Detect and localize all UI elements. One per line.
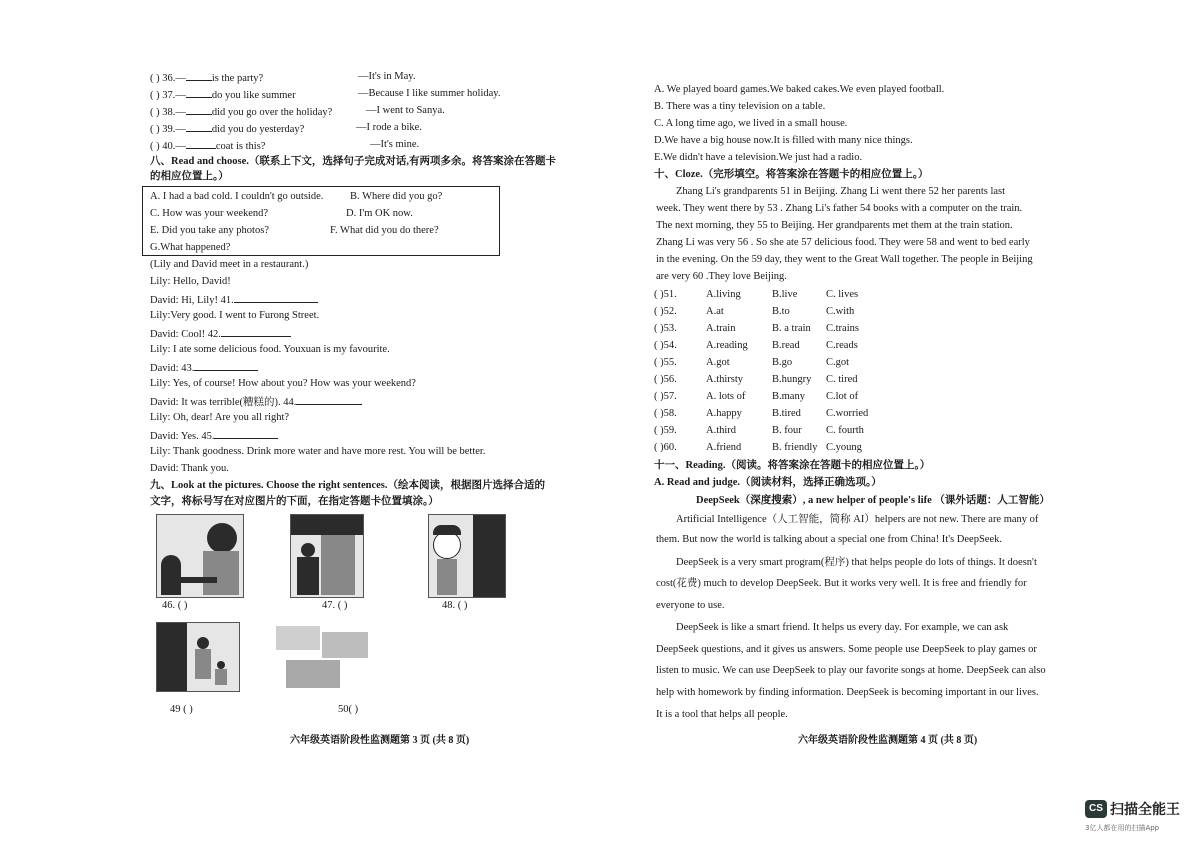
picture-50 — [272, 622, 372, 690]
section8-title-cont: 的相应位置上。） — [150, 171, 229, 182]
dialog-line: Lily:Very good. I went to Furong Street. — [150, 310, 320, 321]
cloze-line: The next morning, they 55 to Beijing. Her grandparents met them at the train station. — [656, 220, 1013, 231]
article-title: DeepSeek（深度搜索）, a new helper of people's life （课外话题：人工智能） — [696, 495, 1050, 506]
option-d-right: D.We have a big house now.It is filled with many nice things. — [654, 135, 913, 146]
option-d: D. I'm OK now. — [346, 208, 413, 219]
dialog-line: Lily: I ate some delicious food. Youxuan is my favourite. — [150, 344, 390, 355]
paragraph-line: DeepSeek is a very smart program(程序) that helps people do lots of things. It doesn't — [676, 557, 1037, 568]
section9-title-cont: 文字，将标号写在对应图片的下面，在指定答题卡位置填涂。） — [150, 496, 439, 507]
picture-46 — [156, 514, 244, 598]
option-b: B. Where did you go? — [350, 191, 443, 202]
section9-title: 九、Look at the pictures. Choose the right sentences.（绘本阅读，根据图片选择合适的 — [150, 480, 546, 491]
choice-row: ( )54. A.reading B.read C.reads — [654, 340, 858, 351]
choice-row: ( )53. A.train B. a train C.trains — [654, 323, 859, 334]
option-e: E. Did you take any photos? — [150, 225, 269, 236]
option-g: G.What happened? — [150, 242, 231, 253]
paragraph-line: DeepSeek questions, and it gives us answers. Some people use DeepSeek to play games or — [656, 644, 1037, 655]
paragraph-line: them. But now the world is talking about a special one from China! It's DeepSeek. — [656, 534, 1002, 545]
picture-49-label: 49 ( ) — [170, 704, 193, 715]
question-37: ( ) 37.— do you like summer —Because I like summer holiday. — [150, 88, 501, 101]
picture-48-label: 48. ( ) — [442, 600, 468, 611]
dialog-line-44: David: It was terrible(糟糕的). 44. — [150, 394, 362, 410]
left-footer: 六年级英语阶段性监测题第 3 页 (共 8 页) — [290, 735, 470, 746]
right-footer: 六年级英语阶段性监测题第 4 页 (共 8 页) — [798, 735, 978, 746]
choice-row: ( )51. A.living B.live C. lives — [654, 289, 859, 300]
picture-49 — [156, 622, 240, 692]
choice-row: ( )52. A.at B.to C.with — [654, 306, 855, 317]
question-38: ( ) 38.— did you go over the holiday? —I went to Sanya. — [150, 105, 445, 118]
picture-50-label: 50( ) — [338, 704, 359, 715]
dialog-line: Lily: Hello, David! — [150, 276, 231, 287]
paragraph-line: help with homework by finding information. DeepSeek is becoming important in our lives. — [656, 687, 1039, 698]
cloze-line: Zhang Li's grandparents 51 in Beijing. Zhang Li went there 52 her parents last — [676, 186, 1006, 197]
dialog-line: David: Thank you. — [150, 463, 229, 474]
right-page — [600, 0, 1200, 847]
dialog-line: Lily: Thank goodness. Drink more water and have more rest. You will be better. — [150, 446, 486, 457]
section10-title: 十、Cloze.（完形填空。将答案涂在答题卡的相应位置上。） — [654, 169, 929, 180]
option-b-right: B. There was a tiny television on a table. — [654, 101, 826, 112]
camscanner-name: 扫描全能王 — [1110, 802, 1180, 818]
option-f: F. What did you do there? — [330, 225, 439, 236]
paragraph-line: It is a tool that helps all people. — [656, 709, 788, 720]
choice-row: ( )55. A.got B.go C.got — [654, 357, 850, 368]
paragraph-line: everyone to use. — [656, 600, 725, 611]
picture-46-label: 46. ( ) — [162, 600, 188, 611]
choice-row: ( )60. A.friend B. friendly C.young — [654, 442, 862, 453]
sectionA-title: A. Read and judge.（阅读材料，选择正确选项。） — [654, 477, 882, 488]
dialog-line: Lily: Oh, dear! Are you all right? — [150, 412, 290, 423]
choice-row: ( )56. A.thirsty B.hungry C. tired — [654, 374, 858, 385]
dialog-line-41: David: Hi, Lily! 41. — [150, 292, 318, 308]
dialog-line-42: David: Cool! 42. — [150, 326, 291, 342]
section8-title: 八、Read and choose.（联系上下文，选择句子完成对话,有两项多余。将答案涂在答题卡 — [150, 156, 557, 167]
option-a-right: A. We played board games.We baked cakes.We even played football. — [654, 84, 945, 95]
camscanner-tagline: 3亿人都在用的扫描App — [1085, 824, 1160, 832]
question-36: ( ) 36.— is the party? —It's in May. — [150, 71, 416, 84]
paragraph-line: cost(花费) much to develop DeepSeek. But it works very well. It is free and friendly for — [656, 578, 1027, 589]
option-a: A. I had a bad cold. I couldn't go outside. — [150, 191, 324, 202]
paragraph-line: Artificial Intelligence（人工智能，简称 AI）helpers are not new. There are many of — [676, 514, 1039, 525]
dialog-line-43: David: 43. — [150, 360, 258, 376]
option-e-right: E.We didn't have a television.We just had a radio. — [654, 152, 863, 163]
question-39: ( ) 39.— did you do yesterday? —I rode a bike. — [150, 122, 422, 135]
paragraph-line: DeepSeek is like a smart friend. It helps us every day. For example, we can ask — [676, 622, 1009, 633]
left-page — [0, 0, 560, 847]
section11-title: 十一、Reading.（阅读。将答案涂在答题卡的相应位置上。） — [654, 460, 931, 471]
cloze-line: in the evening. On the 59 day, they went to the Great Wall together. The people in Beijing — [656, 254, 1033, 265]
option-c-right: C. A long time ago, we lived in a small house. — [654, 118, 848, 129]
picture-47-label: 47. ( ) — [322, 600, 348, 611]
cloze-line: Zhang Li was very 56 . So she ate 57 delicious food. They were 58 and went to bed early — [656, 237, 1030, 248]
option-c: C. How was your weekend? — [150, 208, 269, 219]
choice-row: ( )58. A.happy B.tired C.worried — [654, 408, 869, 419]
question-40: ( ) 40.— coat is this? —It's mine. — [150, 139, 420, 152]
paragraph-line: listen to music. We can use DeepSeek to play our favorite songs at home. DeepSeek can also — [656, 665, 1046, 676]
dialog-line: Lily: Yes, of course! How about you? How was your weekend? — [150, 378, 416, 389]
camscanner-logo-icon: CS — [1085, 800, 1107, 818]
dialog-scene: (Lily and David meet in a restaurant.) — [150, 259, 309, 270]
cloze-line: are very 60 .They love Beijing. — [656, 271, 787, 282]
choice-row: ( )59. A.third B. four C. fourth — [654, 425, 864, 436]
picture-47 — [290, 514, 364, 598]
cloze-line: week. They went there by 53 . Zhang Li's father 54 books with a computer on the train. — [656, 203, 1023, 214]
picture-48 — [428, 514, 506, 598]
choice-row: ( )57. A. lots of B.many C.lot of — [654, 391, 859, 402]
dialog-line-45: David: Yes. 45. — [150, 428, 278, 444]
